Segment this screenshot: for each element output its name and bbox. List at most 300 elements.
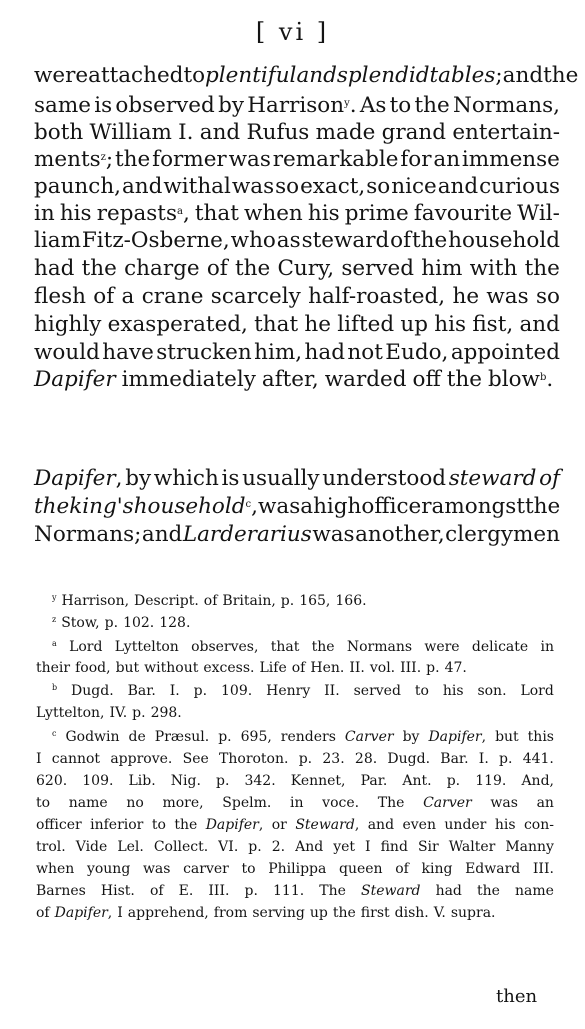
word: delicate xyxy=(471,639,529,655)
word: and xyxy=(141,522,183,547)
word: he xyxy=(304,312,331,337)
word: Dapifer, xyxy=(34,466,123,491)
word: the xyxy=(524,256,560,281)
word: Godwin xyxy=(65,729,120,745)
word: Nig. xyxy=(170,773,201,789)
word: cannot xyxy=(51,751,101,767)
word: the xyxy=(332,905,356,921)
word: 23. xyxy=(322,751,345,767)
word: attached xyxy=(88,63,184,88)
word: to xyxy=(183,63,206,88)
word: E. xyxy=(178,883,194,899)
footnote-line xyxy=(36,770,554,792)
word: Stow, xyxy=(61,615,100,631)
text-line xyxy=(34,493,560,520)
word: Lel. xyxy=(117,839,144,855)
word: served xyxy=(353,683,401,699)
word: the xyxy=(115,147,151,172)
word: which xyxy=(153,466,219,491)
word: renders xyxy=(280,729,336,745)
word: without xyxy=(144,660,199,676)
word: V. xyxy=(433,905,446,921)
word: this xyxy=(527,729,554,745)
word: I xyxy=(36,751,42,767)
word: high xyxy=(313,494,362,519)
word: y xyxy=(52,593,57,602)
word: have xyxy=(102,340,154,365)
word: Wil- xyxy=(517,201,560,226)
word: II. xyxy=(349,660,365,676)
word: Dapifer, xyxy=(54,905,113,921)
word: and xyxy=(437,174,479,199)
word: of xyxy=(203,593,218,609)
word: the xyxy=(234,256,271,281)
word: III. xyxy=(532,861,554,877)
footnote-line xyxy=(36,902,554,924)
word: Bar. xyxy=(440,751,469,767)
word: The xyxy=(377,795,405,811)
word: p. xyxy=(132,705,146,721)
word: p. xyxy=(446,773,461,789)
word: former xyxy=(152,147,227,172)
text-line xyxy=(34,339,560,366)
word: Edward xyxy=(465,861,521,877)
word: Normans; xyxy=(34,522,142,547)
word: but xyxy=(115,660,140,676)
word: strucken xyxy=(156,340,252,365)
word: an xyxy=(433,147,461,172)
word: was xyxy=(486,284,529,309)
word: is xyxy=(94,93,113,118)
word: Walter xyxy=(448,839,496,855)
word: approve. xyxy=(110,751,173,767)
word: highly xyxy=(34,312,102,337)
word: liam xyxy=(34,228,81,253)
word: even xyxy=(402,817,436,833)
text-line xyxy=(34,119,560,146)
word: The xyxy=(319,883,346,899)
footnote-line xyxy=(36,814,554,836)
word: 695, xyxy=(240,729,272,745)
word: Carver xyxy=(423,795,472,811)
word: nice xyxy=(391,174,437,199)
word: would xyxy=(34,340,100,365)
word: William xyxy=(89,120,172,145)
word: grand xyxy=(381,120,447,145)
word: and xyxy=(121,174,163,199)
word: apprehend, xyxy=(127,905,209,921)
word: 109. xyxy=(82,773,114,789)
word: p. xyxy=(499,751,513,767)
text-line xyxy=(34,62,579,89)
word: Sir xyxy=(417,839,439,855)
word: the xyxy=(476,883,500,899)
word: find xyxy=(380,839,408,855)
word: king's xyxy=(69,494,134,519)
word: yet xyxy=(333,839,356,855)
word: an xyxy=(536,795,554,811)
word: not xyxy=(347,340,383,365)
word: Barnes xyxy=(36,883,86,899)
word: Steward, xyxy=(295,817,360,833)
word: b xyxy=(52,683,58,692)
word: name xyxy=(68,795,108,811)
word: had xyxy=(304,340,345,365)
word: I xyxy=(117,905,123,921)
word: I. xyxy=(178,120,194,145)
word: of xyxy=(36,905,50,921)
word: p. xyxy=(248,839,262,855)
word: observes, xyxy=(191,639,259,655)
word: was xyxy=(312,522,355,547)
word: steward xyxy=(448,466,537,491)
word: was xyxy=(142,861,171,877)
word: favourite xyxy=(413,201,513,226)
word: by xyxy=(218,93,244,118)
word: was xyxy=(228,147,271,172)
word: 128. xyxy=(159,615,191,631)
word: vol. xyxy=(369,660,396,676)
word: 47. xyxy=(444,660,467,676)
word: Lord xyxy=(520,683,554,699)
word: to xyxy=(389,93,412,118)
word: 298. xyxy=(150,705,182,721)
footnote-line xyxy=(52,636,554,658)
text-line xyxy=(34,366,560,393)
word: he xyxy=(452,284,480,309)
text-line xyxy=(34,173,560,200)
word: p. xyxy=(193,683,208,699)
word: Hen. xyxy=(310,660,345,676)
word: Lord xyxy=(69,639,103,655)
word: the xyxy=(524,494,561,519)
text-line xyxy=(34,283,560,310)
word: understood xyxy=(322,466,447,491)
word: tables; xyxy=(429,63,503,88)
word: Manny xyxy=(505,839,554,855)
word: splendid xyxy=(336,63,430,88)
word: p. xyxy=(215,773,230,789)
word: was xyxy=(490,795,518,811)
word: immediately xyxy=(121,367,256,392)
word: II. xyxy=(324,683,340,699)
text-line xyxy=(34,465,560,492)
word: his xyxy=(442,683,464,699)
word: scarcely xyxy=(210,284,301,309)
word: of xyxy=(149,883,164,899)
word: the xyxy=(174,817,198,833)
word: to xyxy=(414,683,429,699)
page-number: [ vi ] xyxy=(255,18,330,46)
word: name xyxy=(514,883,554,899)
word: in xyxy=(290,795,304,811)
footnote-line xyxy=(36,657,554,679)
word: p. xyxy=(104,615,119,631)
word: As xyxy=(359,93,387,118)
word: entertain- xyxy=(452,120,560,145)
word: con- xyxy=(523,817,554,833)
word: 166. xyxy=(335,593,367,609)
word: son. xyxy=(477,683,507,699)
word: another, xyxy=(355,522,445,547)
word: no xyxy=(126,795,144,811)
word: that xyxy=(254,312,299,337)
word: IV. xyxy=(109,705,128,721)
word: inferior xyxy=(90,817,144,833)
word: Harrison, xyxy=(61,593,130,609)
word: p. xyxy=(280,593,295,609)
word: 2. xyxy=(271,839,286,855)
word: of xyxy=(395,861,409,877)
word: of xyxy=(206,256,228,281)
word: and xyxy=(367,817,395,833)
word: household$^c$, xyxy=(133,494,258,519)
word: as xyxy=(276,228,301,253)
word: plentiful xyxy=(205,63,297,88)
word: Rufus xyxy=(246,120,310,145)
word: in xyxy=(540,639,554,655)
word: blow$^b$. xyxy=(487,367,554,392)
word: queen xyxy=(339,861,383,877)
word: Fitz-Osberne, xyxy=(81,228,230,253)
word: and xyxy=(199,120,241,145)
word: of xyxy=(291,660,306,676)
word: clergymen xyxy=(445,522,560,547)
footnote-line xyxy=(36,792,554,814)
word: 119. xyxy=(475,773,507,789)
word: the xyxy=(412,228,448,253)
word: up xyxy=(400,312,429,337)
word: Ant. xyxy=(402,773,432,789)
word: excess. xyxy=(203,660,255,676)
word: that xyxy=(270,639,300,655)
word: curious xyxy=(479,174,560,199)
word: usually xyxy=(242,466,320,491)
word: the xyxy=(34,494,70,519)
catchword: then xyxy=(496,986,538,1007)
word: who xyxy=(230,228,276,253)
word: p. xyxy=(298,751,313,767)
word: 28. xyxy=(354,751,378,767)
word: but xyxy=(495,729,519,745)
word: 109. xyxy=(221,683,253,699)
word: Lib. xyxy=(128,773,156,789)
text-line xyxy=(34,311,560,338)
text-line xyxy=(34,146,560,173)
word: after, xyxy=(261,367,319,392)
word: his xyxy=(434,312,467,337)
word: with xyxy=(469,256,518,281)
word: Vide xyxy=(75,839,108,855)
word: and xyxy=(519,312,560,337)
word: half-roasted, xyxy=(308,284,446,309)
word: supra. xyxy=(450,905,496,921)
word: exasperated, xyxy=(107,312,248,337)
word: up xyxy=(309,905,328,921)
word: amongst xyxy=(431,494,525,519)
word: in xyxy=(34,201,55,226)
word: observed xyxy=(115,93,215,118)
word: Descript. xyxy=(134,593,199,609)
word: voce. xyxy=(322,795,360,811)
word: Life xyxy=(259,660,287,676)
word: was xyxy=(231,174,275,199)
text-line xyxy=(34,200,560,227)
word: exact, xyxy=(300,174,366,199)
word: is xyxy=(221,466,240,491)
word: Normans, xyxy=(453,93,560,118)
word: I xyxy=(365,839,371,855)
word: of xyxy=(93,284,115,309)
word: Larderarius xyxy=(182,522,312,547)
word: p. xyxy=(426,660,440,676)
word: Normans xyxy=(346,639,413,655)
word: were xyxy=(34,63,89,88)
word: VI. xyxy=(218,839,239,855)
footnote-line xyxy=(36,858,554,880)
word: Bar. xyxy=(127,683,156,699)
word: de xyxy=(128,729,146,745)
word: immense xyxy=(461,147,560,172)
word: his xyxy=(494,817,516,833)
word: Kennet, xyxy=(290,773,346,789)
word: their xyxy=(36,660,71,676)
word: Dapifer, xyxy=(428,729,487,745)
word: Dugd. xyxy=(71,683,114,699)
word: Lyttelton, xyxy=(36,705,105,721)
text-line xyxy=(34,227,560,254)
word: steward xyxy=(301,228,390,253)
word: more, xyxy=(162,795,204,811)
word: the xyxy=(543,63,579,88)
word: paunch, xyxy=(34,174,121,199)
text-line xyxy=(34,255,560,282)
word: trol. xyxy=(36,839,66,855)
word: first xyxy=(360,905,390,921)
word: Dapifer xyxy=(34,367,116,392)
word: III. xyxy=(208,883,230,899)
word: by xyxy=(402,729,420,745)
text-line xyxy=(34,521,560,548)
word: Cury, xyxy=(277,256,335,281)
footnote-line xyxy=(36,880,554,902)
word: Dugd. xyxy=(387,751,431,767)
word: 620. xyxy=(36,773,68,789)
footnote-line xyxy=(52,726,554,748)
word: repasts$^a$, xyxy=(96,201,190,226)
word: to xyxy=(151,817,166,833)
word: 342. xyxy=(244,773,276,789)
word: under xyxy=(444,817,487,833)
word: food, xyxy=(75,660,111,676)
word: officer xyxy=(361,494,432,519)
word: 111. xyxy=(273,883,305,899)
word: him, xyxy=(254,340,303,365)
word: a xyxy=(300,494,314,519)
word: appointed xyxy=(450,340,560,365)
footnote-line xyxy=(52,612,554,634)
word: 441. xyxy=(522,751,554,767)
word: to xyxy=(241,861,256,877)
word: Eudo, xyxy=(385,340,449,365)
word: flesh xyxy=(34,284,86,309)
word: remarkable xyxy=(272,147,399,172)
word: And xyxy=(295,839,324,855)
word: prime xyxy=(344,201,409,226)
word: Philippa xyxy=(268,861,327,877)
word: the xyxy=(414,93,450,118)
word: a xyxy=(52,639,57,648)
word: See xyxy=(182,751,209,767)
word: his xyxy=(59,201,92,226)
word: p. xyxy=(244,883,258,899)
word: Spelm. xyxy=(222,795,272,811)
word: for xyxy=(400,147,432,172)
word: household xyxy=(448,228,560,253)
word: his xyxy=(307,201,340,226)
word: and xyxy=(296,63,337,88)
word: when xyxy=(36,861,75,877)
word: dish. xyxy=(394,905,429,921)
word: Par. xyxy=(360,773,388,789)
word: off xyxy=(412,367,441,392)
word: same xyxy=(34,93,91,118)
word: withal xyxy=(163,174,231,199)
word: him xyxy=(421,256,463,281)
word: 102. xyxy=(123,615,155,631)
word: or xyxy=(271,817,287,833)
word: And, xyxy=(521,773,554,789)
word: I. xyxy=(169,683,180,699)
word: were xyxy=(424,639,460,655)
word: that xyxy=(194,201,239,226)
word: serving xyxy=(252,905,305,921)
footnote-line xyxy=(36,702,554,724)
word: Collect. xyxy=(153,839,209,855)
word: Carver xyxy=(344,729,394,745)
word: when xyxy=(243,201,303,226)
word: the xyxy=(81,256,117,281)
word: z xyxy=(52,615,57,624)
word: king xyxy=(421,861,453,877)
word: made xyxy=(315,120,376,145)
word: served xyxy=(341,256,415,281)
word: I. xyxy=(478,751,489,767)
word: fist, xyxy=(472,312,514,337)
word: by xyxy=(125,466,152,491)
word: had xyxy=(435,883,462,899)
word: Thoroton. xyxy=(219,751,289,767)
word: so xyxy=(275,174,300,199)
word: was xyxy=(257,494,301,519)
word: c xyxy=(52,729,57,738)
word: Harrison$^y$. xyxy=(247,93,357,118)
word: Hist. xyxy=(100,883,135,899)
word: III. xyxy=(400,660,422,676)
word: charge xyxy=(124,256,200,281)
word: of xyxy=(539,466,560,491)
word: warded xyxy=(324,367,407,392)
word: p. xyxy=(218,729,232,745)
word: 165, xyxy=(299,593,331,609)
footnote-line xyxy=(52,590,554,612)
footnote-line xyxy=(52,680,554,702)
word: of xyxy=(390,228,412,253)
word: a xyxy=(121,284,135,309)
word: had xyxy=(34,256,75,281)
word: and xyxy=(502,63,544,88)
word: officer xyxy=(36,817,82,833)
